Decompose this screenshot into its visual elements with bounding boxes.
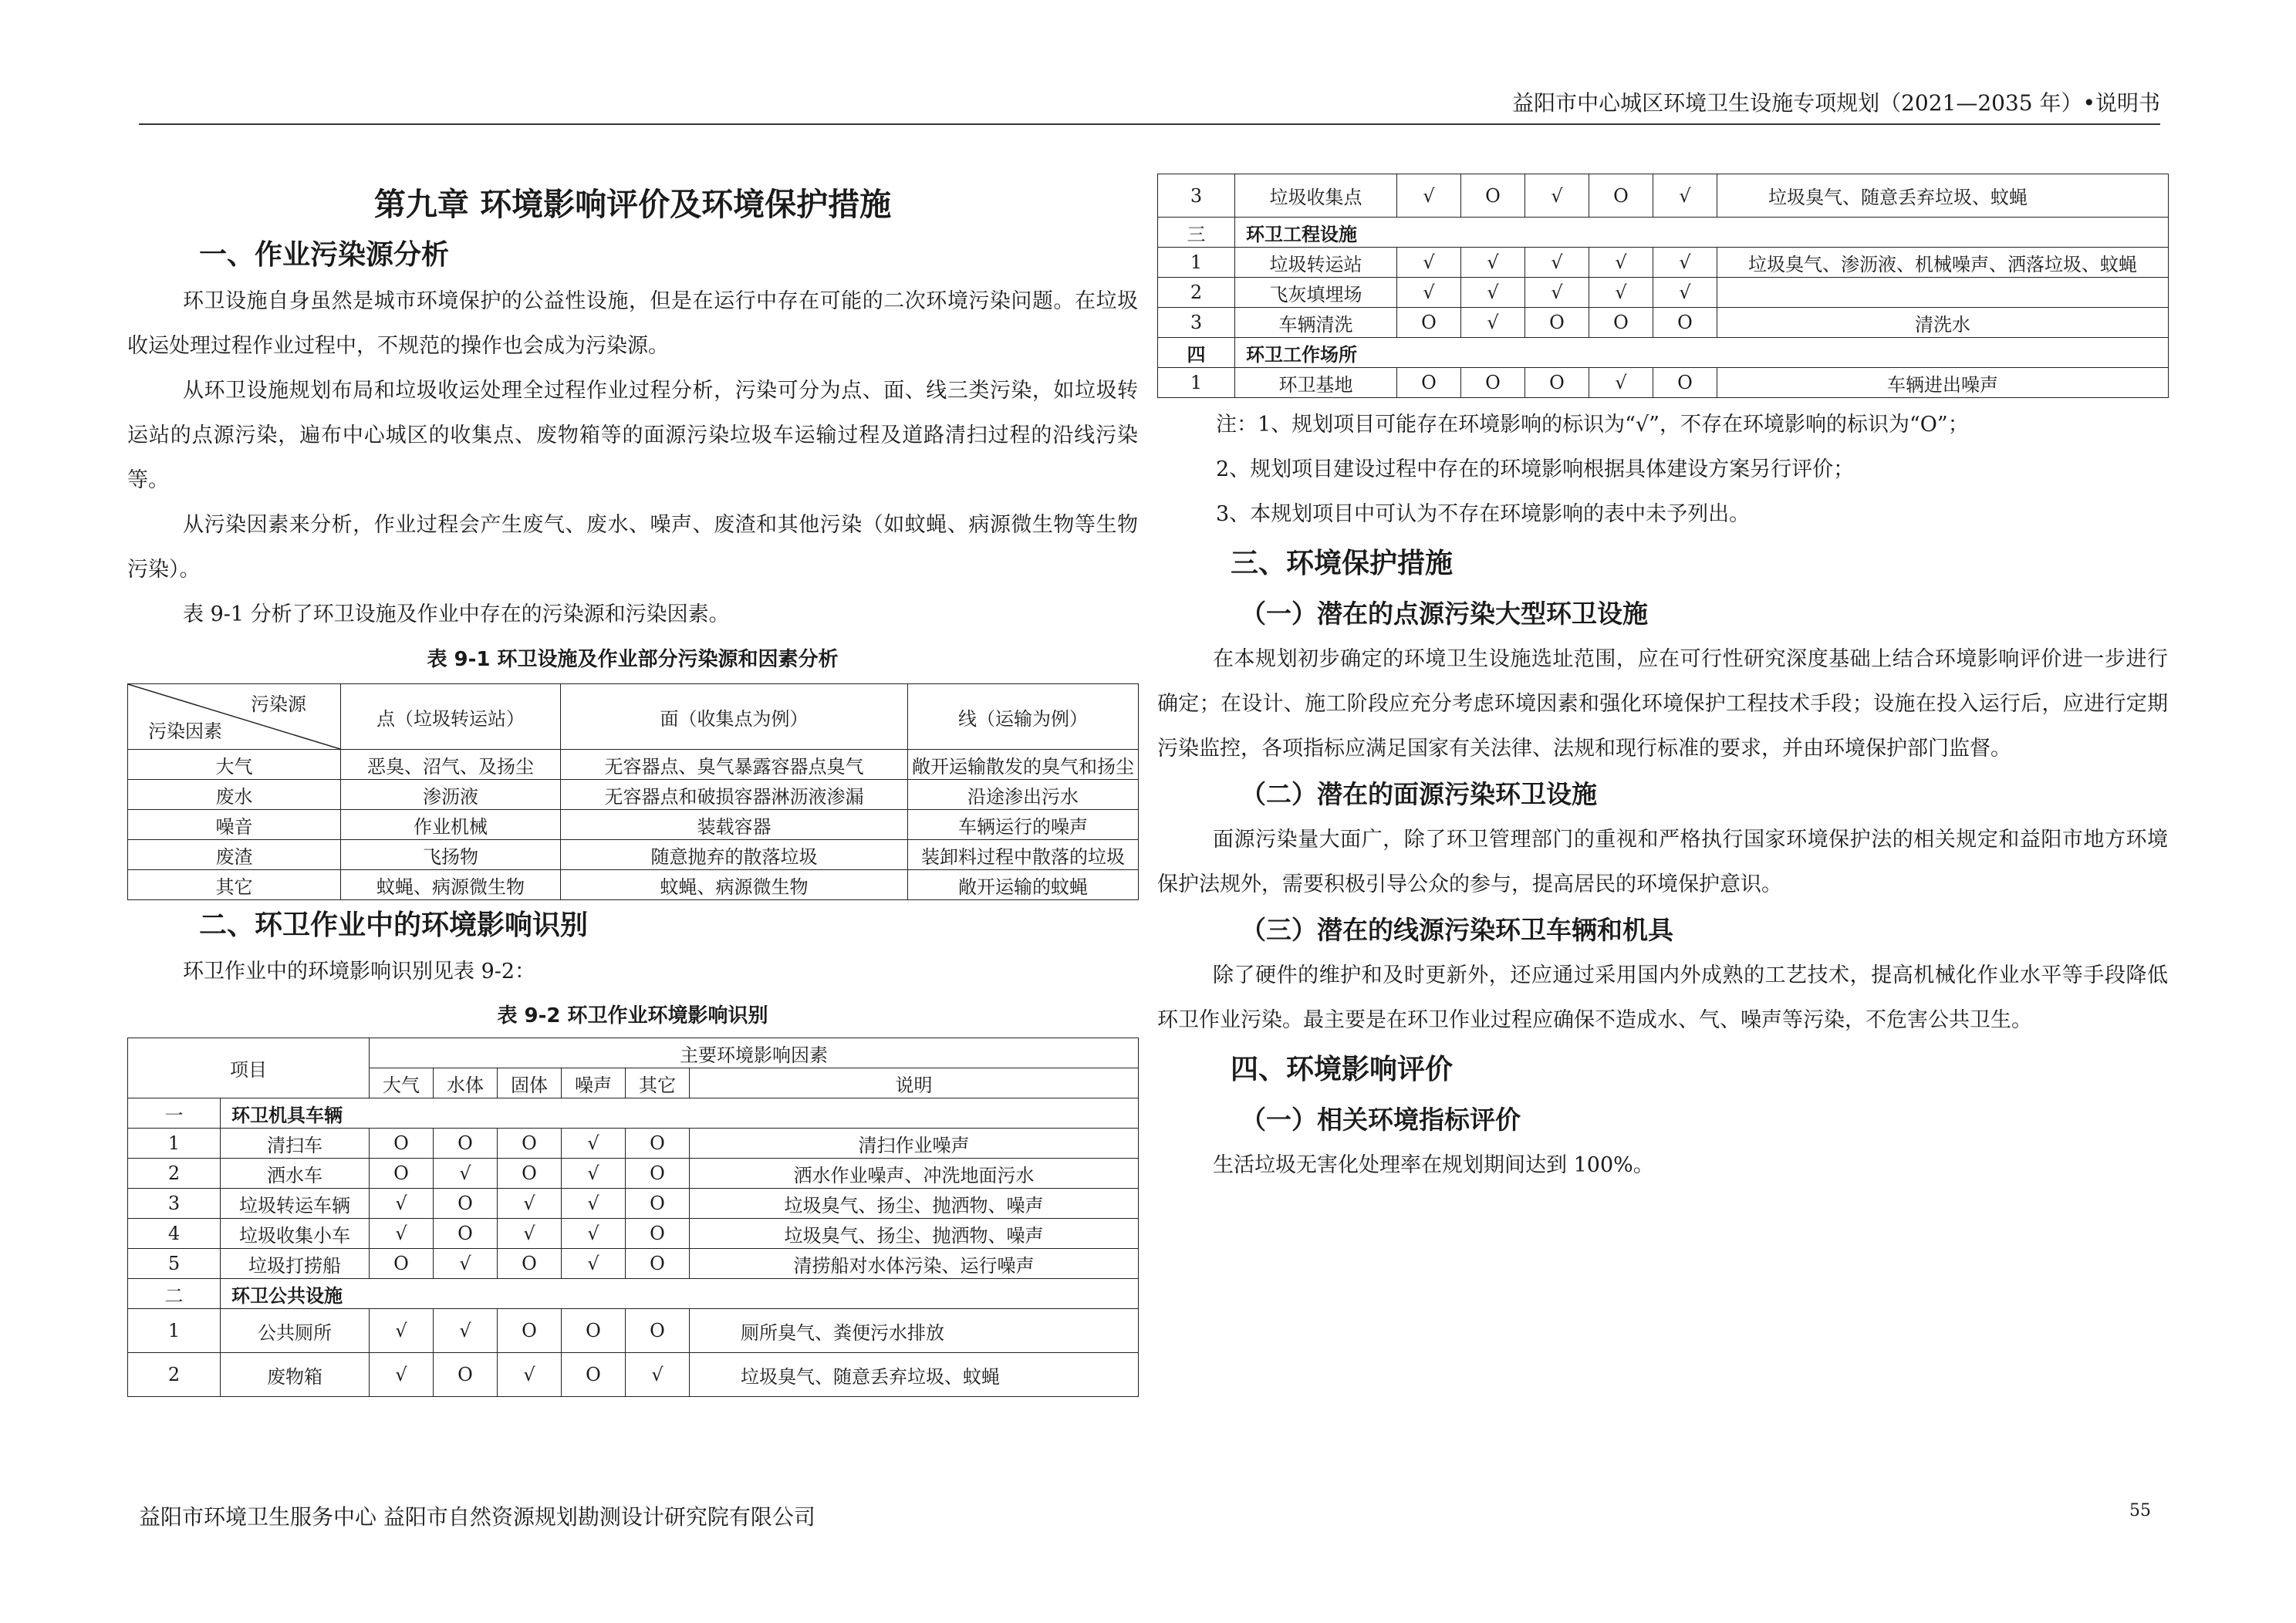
table-cell: 废物箱 [221, 1353, 370, 1397]
table-header-cell: 大气 [370, 1068, 434, 1098]
table-cell: √ [562, 1129, 626, 1159]
table-cell: 3 [128, 1189, 221, 1219]
table-header-cell: 说明 [690, 1068, 1139, 1098]
table-cell: O [626, 1309, 690, 1353]
table-cell: 垃圾臭气、扬尘、抛洒物、噪声 [690, 1219, 1139, 1249]
table-cell: O [370, 1129, 434, 1159]
paragraph: 除了硬件的维护和及时更新外，还应通过采用国内外成熟的工艺技术，提高机械化作业水平等手段降低环卫作业污染。最主要是在环卫作业过程应确保不造成水、气、噪声等污染，不危害公共卫生。 [1157, 963, 2168, 1032]
table-cell: 清捞船对水体污染、运行噪声 [690, 1249, 1139, 1279]
table-row [128, 1249, 1139, 1279]
table-cell: √ [434, 1159, 498, 1189]
table-cell: 1 [1158, 248, 1235, 278]
group-number: 二 [128, 1279, 221, 1309]
table-cell: √ [370, 1219, 434, 1249]
section-heading-2: 二、环卫作业中的环境影响识别 [199, 909, 589, 941]
table-cell: 4 [128, 1219, 221, 1249]
subsection-heading: （二）潜在的面源污染环卫设施 [1241, 779, 1597, 809]
group-title: 环卫机具车辆 [221, 1098, 1139, 1129]
table-cell: 3 [1158, 308, 1235, 338]
table-cell: O [498, 1309, 562, 1353]
table-row [128, 1219, 1139, 1249]
table-header-cell: 线（运输为例） [908, 684, 1139, 750]
table-cell: O [1589, 308, 1653, 338]
table-cell: 敞开运输的蚊蝇 [908, 870, 1139, 900]
table-cell: 车辆运行的噪声 [908, 810, 1139, 840]
table-group-row [128, 1279, 1139, 1309]
subsection-heading: （一）潜在的点源污染大型环卫设施 [1241, 599, 1648, 629]
table-cell: √ [1461, 308, 1525, 338]
group-number: 四 [1158, 338, 1235, 368]
table-cell: 作业机械 [341, 810, 561, 840]
table-cell: 清扫作业噪声 [690, 1129, 1139, 1159]
table-header-cell: 噪声 [562, 1068, 626, 1098]
table-row [128, 1309, 1139, 1353]
table-cell: √ [562, 1219, 626, 1249]
group-title: 环卫工程设施 [1235, 218, 2169, 248]
table-9-1-caption: 表 9-1 环卫设施及作业部分污染源和因素分析 [427, 648, 839, 671]
table-cell: 垃圾臭气、渗沥液、机械噪声、洒落垃圾、蚊蝇 [1717, 248, 2169, 278]
table-cell: √ [1525, 174, 1589, 218]
table-cell: √ [1589, 248, 1653, 278]
table-cell: 无容器点、臭气暴露容器点臭气 [561, 750, 908, 780]
table-cell: 垃圾臭气、随意丢弃垃圾、蚊蝇 [1717, 174, 2169, 218]
table-cell: 公共厕所 [221, 1309, 370, 1353]
table-cell: 清扫车 [221, 1129, 370, 1159]
table-cell: 垃圾臭气、扬尘、抛洒物、噪声 [690, 1189, 1139, 1219]
table-cell: 随意抛弃的散落垃圾 [561, 840, 908, 870]
table-cell: 厕所臭气、粪便污水排放 [690, 1309, 1139, 1353]
table-cell: √ [1397, 248, 1461, 278]
table-row [128, 810, 1139, 840]
footer-organizations: 益阳市环境卫生服务中心 益阳市自然资源规划勘测设计研究院有限公司 [139, 1504, 815, 1530]
table-cell: √ [498, 1353, 562, 1397]
right-column [1157, 174, 2168, 1188]
table-cell: 洒水车 [221, 1159, 370, 1189]
table-cell: O [1589, 174, 1653, 218]
table-cell: 1 [128, 1129, 221, 1159]
table-cell: O [1653, 368, 1717, 398]
table-row [128, 1159, 1139, 1189]
paragraph: 环卫作业中的环境影响识别见表 9-2： [183, 960, 536, 984]
table-row [1158, 368, 2169, 398]
table-cell: 装载容器 [561, 810, 908, 840]
table-cell: 其它 [128, 870, 341, 900]
table-cell: 装卸料过程中散落的垃圾 [908, 840, 1139, 870]
table-cell: 垃圾打捞船 [221, 1249, 370, 1279]
table-9-2-continued [1157, 174, 2169, 398]
table-row [128, 840, 1139, 870]
table-row [128, 750, 1139, 780]
table-cell: 5 [128, 1249, 221, 1279]
table-cell: O [562, 1353, 626, 1397]
table-cell: 敞开运输散发的臭气和扬尘 [908, 750, 1139, 780]
group-number: 一 [128, 1098, 221, 1129]
table-cell: 垃圾转运车辆 [221, 1189, 370, 1219]
table-cell: O [434, 1189, 498, 1219]
table-header-cell: 点（垃圾转运站） [341, 684, 561, 750]
table-cell: O [370, 1249, 434, 1279]
table-cell: O [1461, 368, 1525, 398]
table-header-cell: 项目 [128, 1038, 370, 1098]
table-cell: O [1525, 368, 1589, 398]
table-note: 3、本规划项目中可认为不存在环境影响的表中未予列出。 [1216, 502, 1751, 526]
table-cell: √ [1525, 248, 1589, 278]
table-row [1158, 248, 2169, 278]
table-cell: O [498, 1129, 562, 1159]
table-cell: √ [1461, 248, 1525, 278]
table-cell: √ [370, 1189, 434, 1219]
table-cell: O [1397, 368, 1461, 398]
table-cell: O [1461, 174, 1525, 218]
table-cell: √ [434, 1309, 498, 1353]
table-9-2-caption: 表 9-2 环卫作业环境影响识别 [497, 1004, 768, 1027]
subsection-heading: （三）潜在的线源污染环卫车辆和机具 [1241, 915, 1673, 945]
table-cell: √ [1397, 278, 1461, 308]
table-cell: O [434, 1219, 498, 1249]
table-cell: √ [1461, 278, 1525, 308]
table-cell: 飞扬物 [341, 840, 561, 870]
table-cell: √ [626, 1353, 690, 1397]
table-row [128, 780, 1139, 810]
table-cell: 环卫基地 [1235, 368, 1397, 398]
table-cell: 蚊蝇、病源微生物 [561, 870, 908, 900]
group-title: 环卫工作场所 [1235, 338, 2169, 368]
diagonal-header-cell [128, 684, 341, 750]
table-row [1158, 174, 2169, 218]
paragraph: 面源污染量大面广，除了环卫管理部门的重视和严格执行国家环境保护法的相关规定和益阳市地方环境保护法规外，需要积极引导公众的参与，提高居民的环境保护意识。 [1157, 828, 2168, 896]
table-cell: 清洗水 [1717, 308, 2169, 338]
table-cell: 车辆进出噪声 [1717, 368, 2169, 398]
paragraph: 从环卫设施规划布局和垃圾收运处理全过程作业过程分析，污染可分为点、面、线三类污染，如垃圾转运站的点源污染，遍布中心城区的收集点、废物箱等的面源污染垃圾车运输过程及道路清扫过程的沿线污染等。 [127, 379, 1138, 492]
table-header-cell: 主要环境影响因素 [370, 1038, 1139, 1068]
section-heading-1: 一、作业污染源分析 [199, 239, 450, 271]
table-cell: 飞灰填埋场 [1235, 278, 1397, 308]
table-header-cell: 固体 [498, 1068, 562, 1098]
table-cell: O [370, 1159, 434, 1189]
table-note: 注：1、规划项目可能存在环境影响的标识为“√”，不存在环境影响的标识为“O”； [1216, 413, 1969, 437]
table-9-1 [127, 683, 1139, 900]
diag-label-source: 污染源 [251, 693, 306, 715]
table-cell: √ [1589, 278, 1653, 308]
table-cell: √ [1653, 248, 1717, 278]
table-cell: √ [1653, 278, 1717, 308]
table-cell: O [626, 1159, 690, 1189]
section-heading-3: 三、环境保护措施 [1231, 548, 1454, 579]
table-cell: √ [1525, 278, 1589, 308]
table-cell: 车辆清洗 [1235, 308, 1397, 338]
table-cell: √ [562, 1189, 626, 1219]
table-cell: 恶臭、沼气、及扬尘 [341, 750, 561, 780]
table-cell: √ [1397, 174, 1461, 218]
table-cell: 3 [1158, 174, 1235, 218]
table-row [128, 1189, 1139, 1219]
table-cell: O [434, 1129, 498, 1159]
table-cell: 蚊蝇、病源微生物 [341, 870, 561, 900]
paragraph: 生活垃圾无害化处理率在规划期间达到 100%。 [1213, 1153, 1654, 1177]
table-cell: O [498, 1159, 562, 1189]
table-cell: 洒水作业噪声、冲洗地面污水 [690, 1159, 1139, 1189]
table-header-cell: 面（收集点为例） [561, 684, 908, 750]
paragraph: 环卫设施自身虽然是城市环境保护的公益性设施，但是在运行中存在可能的二次环境污染问题。在垃圾收运处理过程作业过程中，不规范的操作也会成为污染源。 [127, 289, 1138, 358]
table-cell: O [626, 1249, 690, 1279]
chapter-title: 第九章 环境影响评价及环境保护措施 [373, 186, 892, 223]
table-cell: 2 [1158, 278, 1235, 308]
left-column [127, 177, 1138, 1397]
table-cell: √ [498, 1189, 562, 1219]
table-cell: 垃圾臭气、随意丢弃垃圾、蚊蝇 [690, 1353, 1139, 1397]
table-cell: √ [370, 1309, 434, 1353]
table-row [128, 1353, 1139, 1397]
table-cell: 垃圾转运站 [1235, 248, 1397, 278]
table-cell: √ [562, 1159, 626, 1189]
table-cell: O [498, 1249, 562, 1279]
table-row [1158, 308, 2169, 338]
table-header-cell: 水体 [434, 1068, 498, 1098]
table-cell: √ [434, 1249, 498, 1279]
table-cell: O [626, 1219, 690, 1249]
table-cell: √ [1653, 174, 1717, 218]
section-heading-4: 四、环境影响评价 [1231, 1054, 1454, 1085]
table-cell: 废水 [128, 780, 341, 810]
table-cell: 无容器点和破损容器淋沥液渗漏 [561, 780, 908, 810]
table-cell: O [1525, 308, 1589, 338]
paragraph: 从污染因素来分析，作业过程会产生废气、废水、噪声、废渣和其他污染（如蚊蝇、病源微生物等生物污染）。 [127, 513, 1138, 582]
table-cell: √ [370, 1353, 434, 1397]
table-group-row [1158, 218, 2169, 248]
table-header-cell: 其它 [626, 1068, 690, 1098]
table-cell: 垃圾收集小车 [221, 1219, 370, 1249]
group-number: 三 [1158, 218, 1235, 248]
table-cell: 1 [1158, 368, 1235, 398]
table-cell: O [562, 1309, 626, 1353]
table-cell: 2 [128, 1159, 221, 1189]
paragraph: 在本规划初步确定的环境卫生设施选址范围，应在可行性研究深度基础上结合环境影响评价进一步进行确定；在设计、施工阶段应充分考虑环境因素和强化环境保护工程技术手段；设施在投入运行后，应进行定期污染监控，各项指标应满足国家有关法律、法规和现行标准的要求，并由环境保护部门监督。 [1157, 647, 2168, 761]
subsection-heading: （一）相关环境指标评价 [1241, 1105, 1521, 1135]
diag-label-factor: 污染因素 [148, 720, 222, 742]
table-cell: √ [562, 1249, 626, 1279]
page-number: 55 [2129, 1501, 2151, 1520]
table-cell: 2 [128, 1353, 221, 1397]
table-cell: 噪音 [128, 810, 341, 840]
table-row [1158, 278, 2169, 308]
table-cell: O [1653, 308, 1717, 338]
table-cell: 沿途渗出污水 [908, 780, 1139, 810]
table-cell: O [434, 1353, 498, 1397]
table-row [128, 1129, 1139, 1159]
table-group-row [1158, 338, 2169, 368]
table-cell: O [626, 1189, 690, 1219]
table-cell: O [626, 1129, 690, 1159]
table-9-2 [127, 1038, 1139, 1397]
table-cell: 渗沥液 [341, 780, 561, 810]
header-rule [139, 123, 2160, 125]
table-cell [1717, 278, 2169, 308]
paragraph: 表 9-1 分析了环卫设施及作业中存在的污染源和污染因素。 [183, 602, 730, 626]
running-header: 益阳市中心城区环境卫生设施专项规划（2021—2035 年）•说明书 [1512, 90, 2160, 116]
table-cell: O [1397, 308, 1461, 338]
table-note: 2、规划项目建设过程中存在的环境影响根据具体建设方案另行评价； [1216, 457, 1855, 481]
table-row [128, 870, 1139, 900]
table-cell: 大气 [128, 750, 341, 780]
table-cell: 废渣 [128, 840, 341, 870]
table-cell: 垃圾收集点 [1235, 174, 1397, 218]
table-group-row [128, 1098, 1139, 1129]
table-cell: 1 [128, 1309, 221, 1353]
table-cell: √ [1589, 368, 1653, 398]
group-title: 环卫公共设施 [221, 1279, 1139, 1309]
table-cell: √ [498, 1219, 562, 1249]
